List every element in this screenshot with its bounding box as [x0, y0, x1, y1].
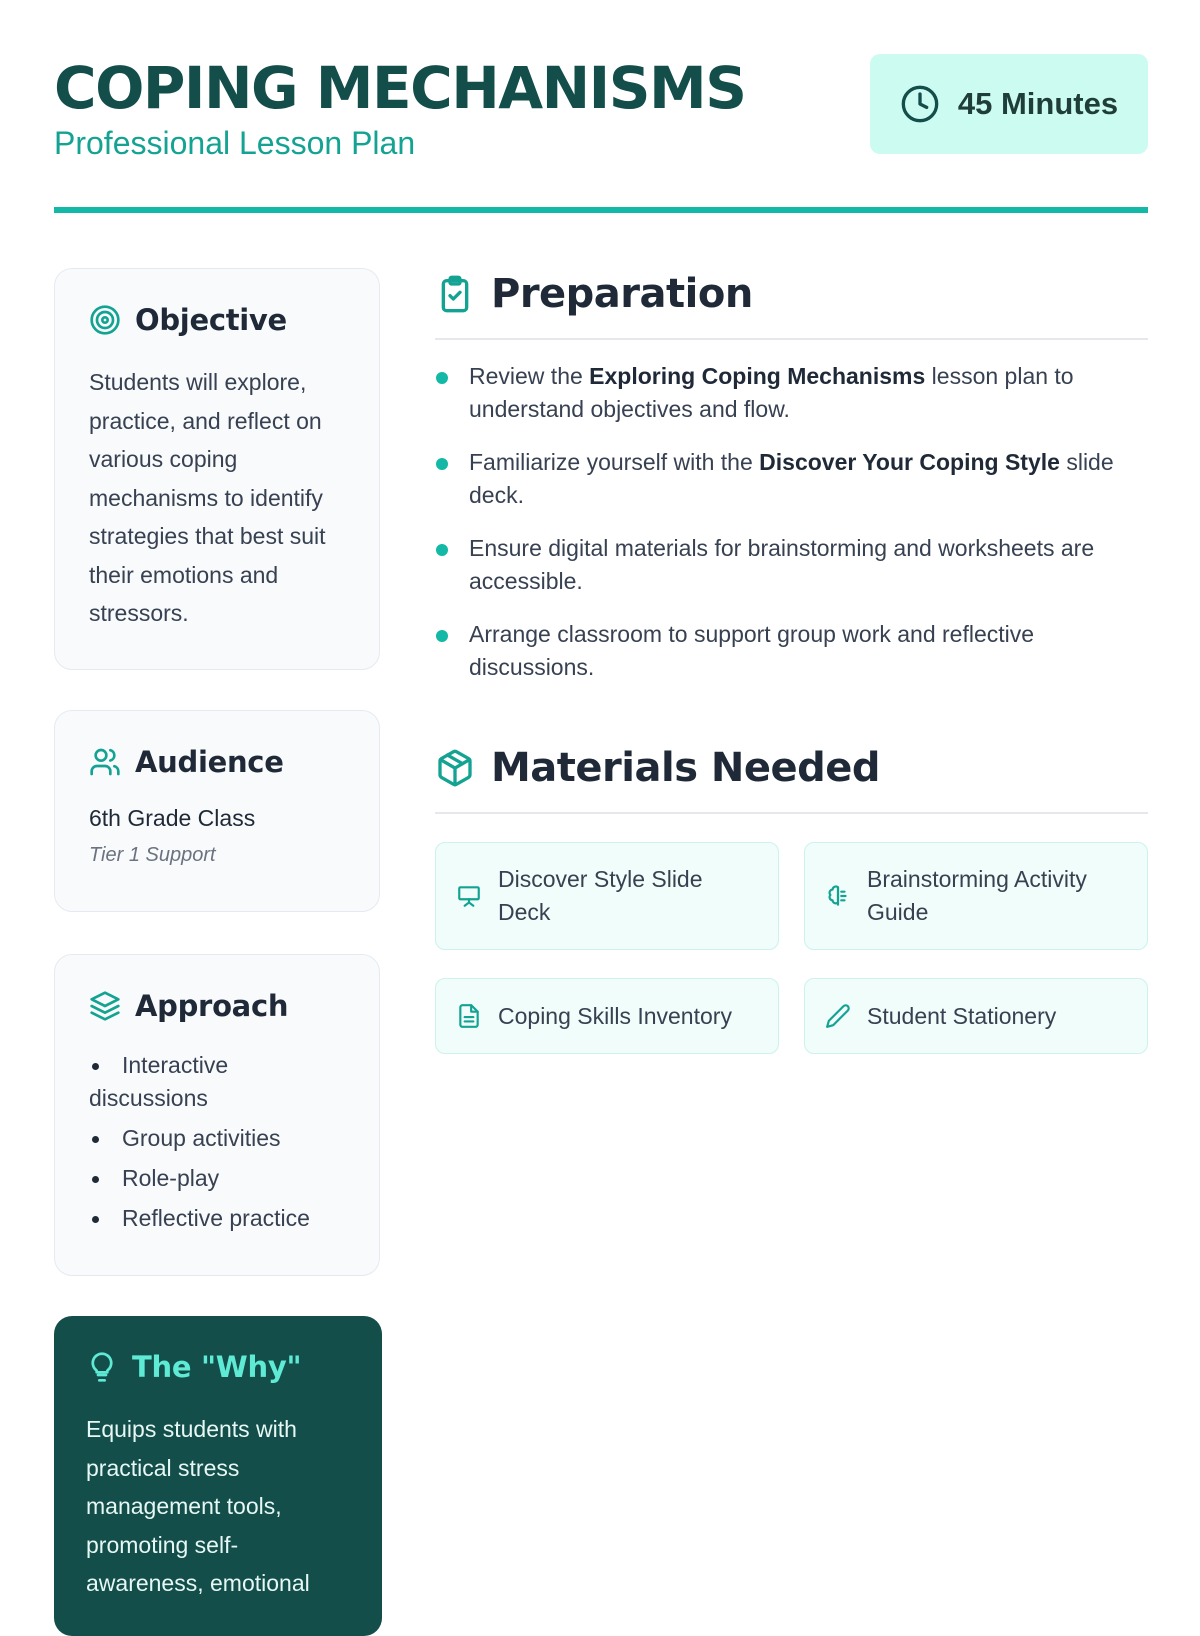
material-item: Brainstorming Activity Guide	[804, 842, 1148, 950]
lightbulb-icon	[86, 1351, 118, 1383]
layers-icon	[89, 990, 121, 1022]
prep-item: Arrange classroom to support group work and reflective discussions.	[435, 618, 1148, 684]
users-icon	[89, 746, 121, 778]
clipboard-check-icon	[435, 274, 475, 314]
materials-rule	[435, 812, 1148, 814]
approach-item: Reflective practice	[89, 1202, 345, 1235]
prep-item: Ensure digital materials for brainstorming and worksheets are accessible.	[435, 532, 1148, 598]
materials-grid	[435, 842, 1148, 1062]
duration-text: 45 Minutes	[957, 86, 1119, 121]
objective-heading: Objective	[135, 303, 287, 337]
approach-item: Interactive discussions	[89, 1049, 345, 1115]
why-card	[54, 1316, 382, 1636]
why-heading: The "Why"	[132, 1350, 302, 1384]
approach-item: Group activities	[89, 1122, 345, 1155]
material-item: Discover Style Slide Deck	[435, 842, 779, 950]
material-item: Student Stationery	[804, 978, 1148, 1054]
audience-group: 6th Grade Class	[89, 805, 256, 831]
material-item: Coping Skills Inventory	[435, 978, 779, 1054]
prep-item: Familiarize yourself with the Discover Your Coping Style slide deck.	[435, 446, 1148, 512]
package-icon	[435, 748, 475, 788]
brain-icon	[825, 883, 851, 909]
approach-item: Role-play	[89, 1162, 345, 1195]
preparation-section	[435, 264, 1148, 704]
preparation-rule	[435, 338, 1148, 340]
header-divider	[54, 207, 1148, 213]
objective-card	[54, 268, 380, 670]
objective-text: Students will explore, practice, and reflect on various coping mechanisms to identify strategies that best suit their emotions and stressors.	[89, 369, 326, 626]
presentation-icon	[456, 883, 482, 909]
audience-card	[54, 710, 380, 912]
target-icon	[89, 304, 121, 336]
audience-support: Tier 1 Support	[89, 844, 216, 866]
why-text: Equips students with practical stress management tools, promoting self-awareness, emotional	[86, 1416, 310, 1596]
approach-list	[89, 1049, 345, 1235]
preparation-heading: Preparation	[491, 271, 753, 317]
approach-heading: Approach	[135, 989, 289, 1023]
audience-heading: Audience	[135, 745, 284, 779]
lesson-plan-page	[54, 0, 1148, 1600]
clock-icon	[900, 84, 940, 124]
materials-section	[435, 738, 1148, 1062]
prep-item: Review the Exploring Coping Mechanisms lesson plan to understand objectives and flow.	[435, 360, 1148, 426]
approach-card	[54, 954, 380, 1276]
document-icon	[456, 1003, 482, 1029]
pencil-icon	[825, 1003, 851, 1029]
page-subtitle: Professional Lesson Plan	[54, 125, 416, 161]
duration-badge	[870, 54, 1148, 154]
preparation-list	[435, 360, 1148, 684]
materials-heading: Materials Needed	[491, 745, 881, 791]
page-title: COPING MECHANISMS	[54, 54, 746, 122]
